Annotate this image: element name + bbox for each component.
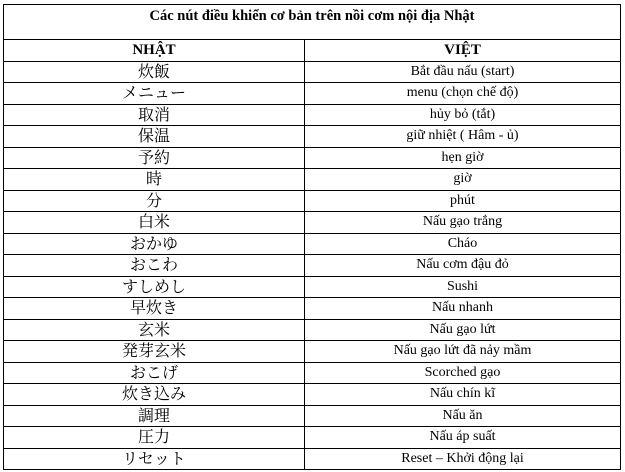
table-row	[4, 298, 621, 320]
table-row	[4, 341, 621, 363]
table-row	[4, 384, 621, 406]
table-row	[4, 212, 621, 234]
vietnamese-translation: Nấu cơm đậu đỏ	[305, 255, 621, 277]
japanese-term: 圧力	[4, 427, 305, 449]
vietnamese-translation: hẹn giờ	[305, 147, 621, 169]
table-row	[4, 61, 621, 83]
vietnamese-translation: Reset – Khởi động lại	[305, 448, 621, 470]
table-row	[4, 104, 621, 126]
japanese-term: 取消	[4, 104, 305, 126]
header-row	[4, 40, 621, 62]
vietnamese-translation: Nấu ăn	[305, 405, 621, 427]
table-row	[4, 362, 621, 384]
japanese-term: 炊き込み	[4, 384, 305, 406]
table-row	[4, 405, 621, 427]
table-row	[4, 427, 621, 449]
table-row	[4, 126, 621, 148]
vietnamese-translation: Nấu gạo lứt đã nảy mầm	[305, 341, 621, 363]
japanese-term: 玄米	[4, 319, 305, 341]
header-japanese: NHẬT	[4, 40, 305, 62]
japanese-term: 調理	[4, 405, 305, 427]
vietnamese-translation: Cháo	[305, 233, 621, 255]
vietnamese-translation: Scorched gạo	[305, 362, 621, 384]
table-title: Các nút điều khiển cơ bản trên nồi cơm nội địa Nhật	[4, 5, 621, 40]
japanese-term: 発芽玄米	[4, 341, 305, 363]
japanese-term: すしめし	[4, 276, 305, 298]
japanese-term: 白米	[4, 212, 305, 234]
vietnamese-translation: Nấu gạo trắng	[305, 212, 621, 234]
japanese-term: 予約	[4, 147, 305, 169]
table-row	[4, 190, 621, 212]
vietnamese-translation: hủy bỏ (tắt)	[305, 104, 621, 126]
table-row	[4, 448, 621, 470]
table-body	[4, 61, 621, 470]
japanese-term: おこわ	[4, 255, 305, 277]
table-row	[4, 319, 621, 341]
vietnamese-translation: Nấu áp suất	[305, 427, 621, 449]
japanese-term: 早炊き	[4, 298, 305, 320]
table-row	[4, 83, 621, 105]
vietnamese-translation: menu (chọn chế độ)	[305, 83, 621, 105]
vietnamese-translation: giữ nhiệt ( Hâm - ủ)	[305, 126, 621, 148]
japanese-term: リセット	[4, 448, 305, 470]
japanese-term: 炊飯	[4, 61, 305, 83]
vietnamese-translation: giờ	[305, 169, 621, 191]
vietnamese-translation: Nấu gạo lứt	[305, 319, 621, 341]
vietnamese-translation: Nấu nhanh	[305, 298, 621, 320]
table-row	[4, 233, 621, 255]
japanese-term: おかゆ	[4, 233, 305, 255]
japanese-term: おこげ	[4, 362, 305, 384]
table-row	[4, 255, 621, 277]
japanese-term: 時	[4, 169, 305, 191]
rice-cooker-buttons-table	[3, 4, 621, 470]
table-row	[4, 276, 621, 298]
table-row	[4, 147, 621, 169]
table-row	[4, 169, 621, 191]
title-row	[4, 5, 621, 40]
japanese-term: 分	[4, 190, 305, 212]
japanese-term: 保温	[4, 126, 305, 148]
vietnamese-translation: Sushi	[305, 276, 621, 298]
vietnamese-translation: Nấu chín kĩ	[305, 384, 621, 406]
vietnamese-translation: phút	[305, 190, 621, 212]
vietnamese-translation: Bắt đầu nấu (start)	[305, 61, 621, 83]
header-vietnamese: VIỆT	[305, 40, 621, 62]
japanese-term: メニュー	[4, 83, 305, 105]
